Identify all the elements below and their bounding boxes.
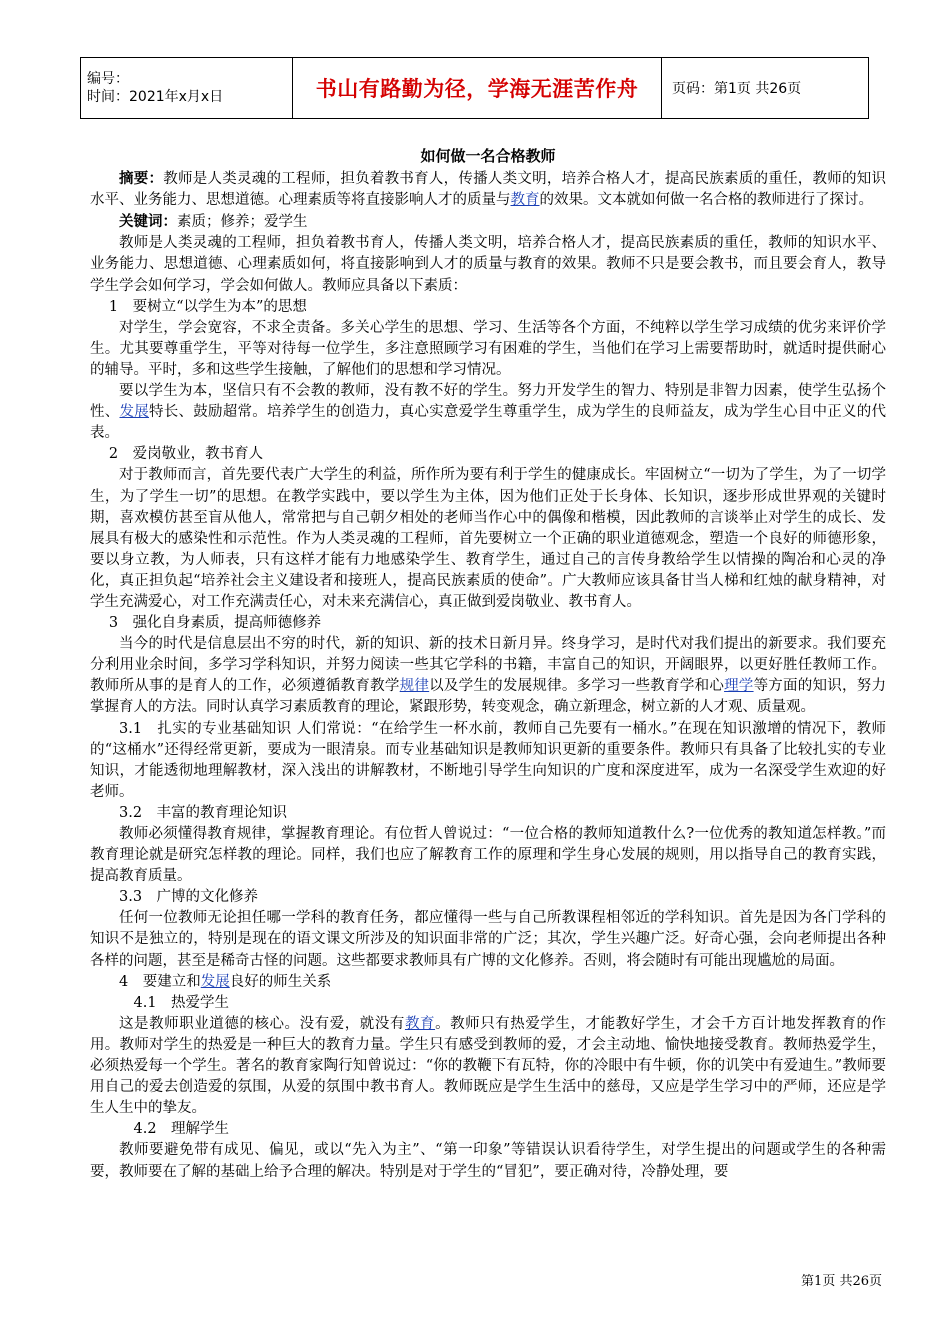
s41-text-b: 。教师只有热爱学生，才能教好学生，才会千方百计地发挥教育的作用。教师对学生的热爱是一种巨大的教育力量。学生只有感受到教师的爱，才会主动地、愉快地接受教育。教师热爱学生，必须热爱每一个学生。著名的教育家陶行知曾说过：“你的教鞭下有瓦特，你的冷眼中有牛顿，你的讥笑中有爱迪生。”教师要用自己的爱去创造爱的氛围，从爱的氛围中教书育人。教师既应是学生生活中的慈母，又应是学生学习中的严师，还应是学生人生中的挚友。 <box>90 1015 887 1117</box>
intro-paragraph: 教师是人类灵魂的工程师，担负着教书育人，传播人类文明，培养合格人才，提高民族素质的重任，教师的知识水平、业务能力、思想道德、心理素质如何，将直接影响到人才的质量与教育的效果。教师不只是要会教书，而且要会育人，教导学生学会如何学习，学会如何做人。教师应具备以下素质： <box>90 235 886 294</box>
section-2-paragraph: 对于教师而言，首先要代表广大学生的利益，所作所为要有利于学生的健康成长。牢固树立“一切为了学生，为了一切学生，为了学生一切”的思想。在教学实践中，要以学生为主体，因为他们正处于长身体、长知识，逐步形成世界观的关键时期，喜欢模仿甚至盲从他人，常常把与自己朝夕相处的老师当作心中的偶像和楷模，因此教师的言谈举止对学生的成长、发展具有极大的感染性和示范性。作为人类灵魂的工程师，首先要树立一个正确的职业道德观念，塑造一个良好的师德形象，要以身立教，为人师表，只有这样才能有力地感染学生、教育学生，通过自己的言传身教给学生以情操的陶冶和心灵的净化，真正担负起“培养社会主义建设者和接班人，提高民族素质的使命”。广大教师应该具备甘当人梯和红烛的献身精神，对学生充满爱心，对工作充满责任心，对未来充满信心，真正做到爱岗敬业、教书育人。 <box>90 467 886 610</box>
section-1-paragraph-1: 对学生，学会宽容，不求全责备。多关心学生的思想、学习、生活等各个方面，不纯粹以学生学习成绩的优劣来评价学生。尤其要尊重学生，平等对待每一位学生，多注意照顾学习有困难的学生，当他们在学习上需要帮助时，就适时提供耐心的辅导。平时，多和这些学生接触，了解他们的思想和学习情况。 <box>90 319 886 378</box>
s3-p1-text-a: 当今的时代是信息层出不穷的时代，新的知识、新的技术日新月异。终身学习，是时代对我们提出的新要求。我们要充分利用业余时间，多学习学科知识，并努力阅读一些其它学科的书籍，丰富自己的知识，开阔眼界，以更好胜任教师工作。教师所从事的是育人的工作，必须遵循教育教学 <box>90 636 886 695</box>
s3-p1-text-b: 以及学生的发展规律。多学习一些教育学和心 <box>429 678 725 695</box>
header-table <box>80 57 869 119</box>
section-3-2-heading: 3.2 丰富的教育理论知识 <box>119 804 288 821</box>
section-3-heading: 3 强化自身素质，提高师德修养 <box>108 615 322 632</box>
page-footer: 第1页 共26页 <box>801 1274 882 1289</box>
abstract-text-b: 的效果。文本就如何做一名合格的教师进行了探讨。 <box>539 192 873 209</box>
section-4-1-heading: 4.1 热爱学生 <box>133 994 230 1011</box>
header-motto: 书山有路勤为径，学海无涯苦作舟 <box>293 58 662 119</box>
time-label: 时间：2021年x月x日 <box>87 89 224 105</box>
section-4-1-paragraph <box>90 1014 886 1119</box>
section-1-heading: 1 要树立“以学生为本”的思想 <box>108 298 307 315</box>
s4-heading-text-b: 良好的师生关系 <box>229 973 332 990</box>
s41-text-a: 这是教师职业道德的核心。没有爱，就没有 <box>119 1015 405 1032</box>
section-4-heading <box>90 972 886 993</box>
document-body <box>90 146 886 1183</box>
header-page-info: 页码：第1页 共26页 <box>662 58 869 119</box>
keywords-text: 素质；修养；爱学生 <box>177 214 308 231</box>
section-1-paragraph-2 <box>90 381 886 444</box>
abstract-text-a: 教师是人类灵魂的工程师，担负着教书育人，传播人类文明，培养合格人才，提高民族素质的重任，教师的知识水平、业务能力、思想道德。心理素质等将直接影响人才的质量与 <box>90 171 886 209</box>
keywords-label: 关键词： <box>119 213 177 231</box>
section-3-paragraph <box>90 634 886 718</box>
section-4-2-paragraph: 教师要避免带有成见、偏见，或以“先入为主”、“第一印象”等错误认识看待学生，对学生提出的问题或学生的各种需要，教师要在了解的基础上给予合理的解决。特别是对于学生的“冒犯”，要正确对待，冷静处理，要 <box>90 1142 886 1180</box>
section-3-3-paragraph: 任何一位教师无论担任哪一学科的教育任务，都应懂得一些与自己所教课程相邻近的学科知识。首先是因为各门学科的知识不是独立的，特别是现在的语文课文所涉及的知识面非常的广泛；其次，学生兴趣广泛。好奇心强，会向老师提出各种各样的问题，甚至是稀奇古怪的问题。这些都要求教师具有广博的文化修养。否则，将会随时有可能出现尴尬的局面。 <box>90 910 886 969</box>
s3-p1-link-2[interactable]: 理学 <box>724 678 754 695</box>
section-3-1-paragraph: 3.1 扎实的专业基础知识 人们常说：“在给学生一杯水前，教师自己先要有一桶水。”在现在知识激增的情况下，教师的“这桶水”还得经常更新，要成为一眼清泉。而专业基础知识是教师知识更新的重要条件。教师只有具备了比较扎实的专业知识，才能透彻地理解教材，深入浅出的讲解教材，不断地引导学生向知识的广度和深度进军，成为一名深受学生欢迎的好老师。 <box>90 720 886 800</box>
section-3-3-heading: 3.3 广博的文化修养 <box>119 889 259 906</box>
document-title: 如何做一名合格教师 <box>420 147 556 165</box>
s1-p2-link[interactable]: 发展 <box>119 404 149 421</box>
header-meta-cell <box>81 58 293 119</box>
keywords-paragraph <box>90 211 886 233</box>
s3-p1-text-c: 等方面的知识，努力掌握育人的方法。同时认真学习素质教育的理论，紧跟形势，转变观念，确立新理念，树立新的人才观、质量观。 <box>90 678 887 716</box>
s4-heading-link[interactable]: 发展 <box>200 973 230 990</box>
section-3-2-paragraph: 教师必须懂得教育规律，掌握教育理论。有位哲人曾说过：“一位合格的教师知道教什么?一位优秀的教知道怎样教。”而教育理论就是研究怎样教的理论。同样，我们也应了解教育工作的原理和学生身心发展的规则，用以指导自己的教育实践，提高教育质量。 <box>90 826 886 885</box>
s3-p1-link-1[interactable]: 规律 <box>399 678 430 695</box>
section-4-2-heading: 4.2 理解学生 <box>133 1121 230 1138</box>
abstract-label: 摘要： <box>119 170 164 188</box>
s4-heading-text-a: 4 要建立和 <box>119 973 201 990</box>
s1-p2-text-a: 要以学生为本，坚信只有不会教的教师，没有教不好的学生。努力开发学生的智力、特别是非智力因素，使学生弘扬个性、 <box>90 383 886 421</box>
number-label: 编号： <box>87 71 129 87</box>
section-2-heading: 2 爱岗敬业，教书育人 <box>108 446 264 463</box>
abstract-link[interactable]: 教育 <box>510 192 540 209</box>
abstract-paragraph <box>90 168 886 211</box>
s1-p2-text-b: 特长、鼓励超常。培养学生的创造力，真心实意爱学生尊重学生，成为学生的良师益友，成为学生心目中正义的代表。 <box>90 404 887 442</box>
s41-link[interactable]: 教育 <box>404 1015 436 1032</box>
